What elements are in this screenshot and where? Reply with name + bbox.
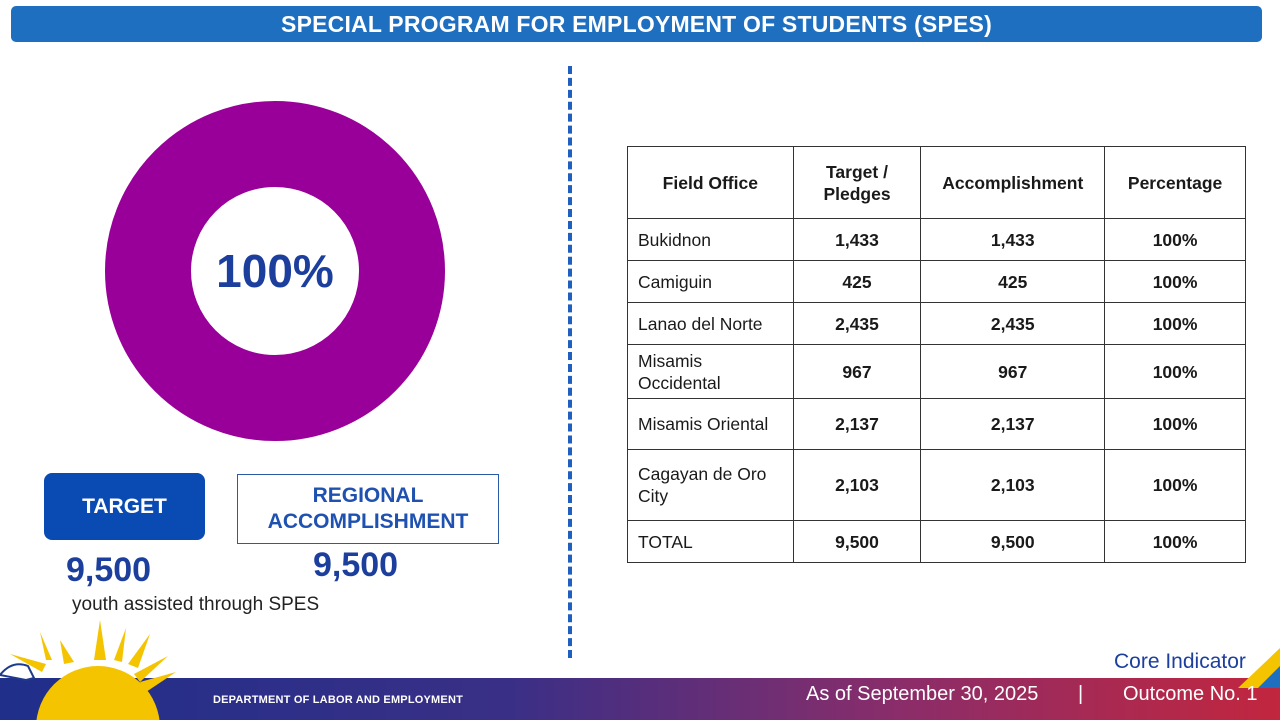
flag-corner-icon	[1228, 648, 1280, 688]
target-cell: 2,103	[793, 450, 921, 521]
section-divider	[568, 66, 572, 658]
table-row	[628, 219, 1246, 261]
accomplishment-cell: 2,435	[921, 303, 1105, 345]
column-header: Target / Pledges	[793, 147, 921, 219]
column-header: Percentage	[1105, 147, 1246, 219]
target-cell: 2,435	[793, 303, 921, 345]
percentage-cell: 100%	[1105, 521, 1246, 563]
donut-percent-label: 100%	[216, 245, 334, 297]
target-cell: 425	[793, 261, 921, 303]
outcome-label: Outcome No. 1	[1123, 683, 1258, 705]
summary-note: youth assisted through SPES	[72, 594, 320, 615]
column-header: Accomplishment	[921, 147, 1105, 219]
target-cell: 9,500	[793, 521, 921, 563]
percentage-cell: 100%	[1105, 303, 1246, 345]
percentage-cell: 100%	[1105, 345, 1246, 399]
table-header-row	[628, 147, 1246, 219]
field-office-cell: Misamis Oriental	[628, 399, 794, 450]
target-badge: TARGET	[44, 473, 205, 540]
target-value: 9,500	[66, 551, 152, 589]
percentage-cell: 100%	[1105, 399, 1246, 450]
target-cell: 1,433	[793, 219, 921, 261]
sun-emblem-icon	[0, 620, 200, 720]
field-office-cell: Camiguin	[628, 261, 794, 303]
page-title: SPECIAL PROGRAM FOR EMPLOYMENT OF STUDENTS (SPES)	[11, 6, 1262, 42]
accomplishment-cell: 9,500	[921, 521, 1105, 563]
percentage-cell: 100%	[1105, 261, 1246, 303]
table-row	[628, 399, 1246, 450]
field-office-cell: Lanao del Norte	[628, 303, 794, 345]
target-cell: 967	[793, 345, 921, 399]
field-office-cell: Cagayan de Oro City	[628, 450, 794, 521]
accomplishment-value: 9,500	[313, 546, 399, 584]
table-row	[628, 261, 1246, 303]
field-office-cell: TOTAL	[628, 521, 794, 563]
field-office-cell: Misamis Occidental	[628, 345, 794, 399]
accomplishment-cell: 2,103	[921, 450, 1105, 521]
field-office-table	[627, 146, 1246, 563]
table-total-row	[628, 521, 1246, 563]
accomplishment-cell: 2,137	[921, 399, 1105, 450]
column-header: Field Office	[628, 147, 794, 219]
as-of-date: As of September 30, 2025	[806, 683, 1039, 705]
regional-accomplishment-badge: REGIONAL ACCOMPLISHMENT	[237, 474, 499, 544]
core-indicator-label: Core Indicator	[1114, 650, 1246, 673]
accomplishment-cell: 967	[921, 345, 1105, 399]
table-row	[628, 450, 1246, 521]
percentage-cell: 100%	[1105, 219, 1246, 261]
accomplishment-cell: 1,433	[921, 219, 1105, 261]
footer-separator: |	[1078, 683, 1084, 705]
table-row	[628, 345, 1246, 399]
accomplishment-cell: 425	[921, 261, 1105, 303]
target-cell: 2,137	[793, 399, 921, 450]
department-label: DEPARTMENT OF LABOR AND EMPLOYMENT	[213, 694, 464, 706]
table-row	[628, 303, 1246, 345]
field-office-cell: Bukidnon	[628, 219, 794, 261]
percentage-cell: 100%	[1105, 450, 1246, 521]
